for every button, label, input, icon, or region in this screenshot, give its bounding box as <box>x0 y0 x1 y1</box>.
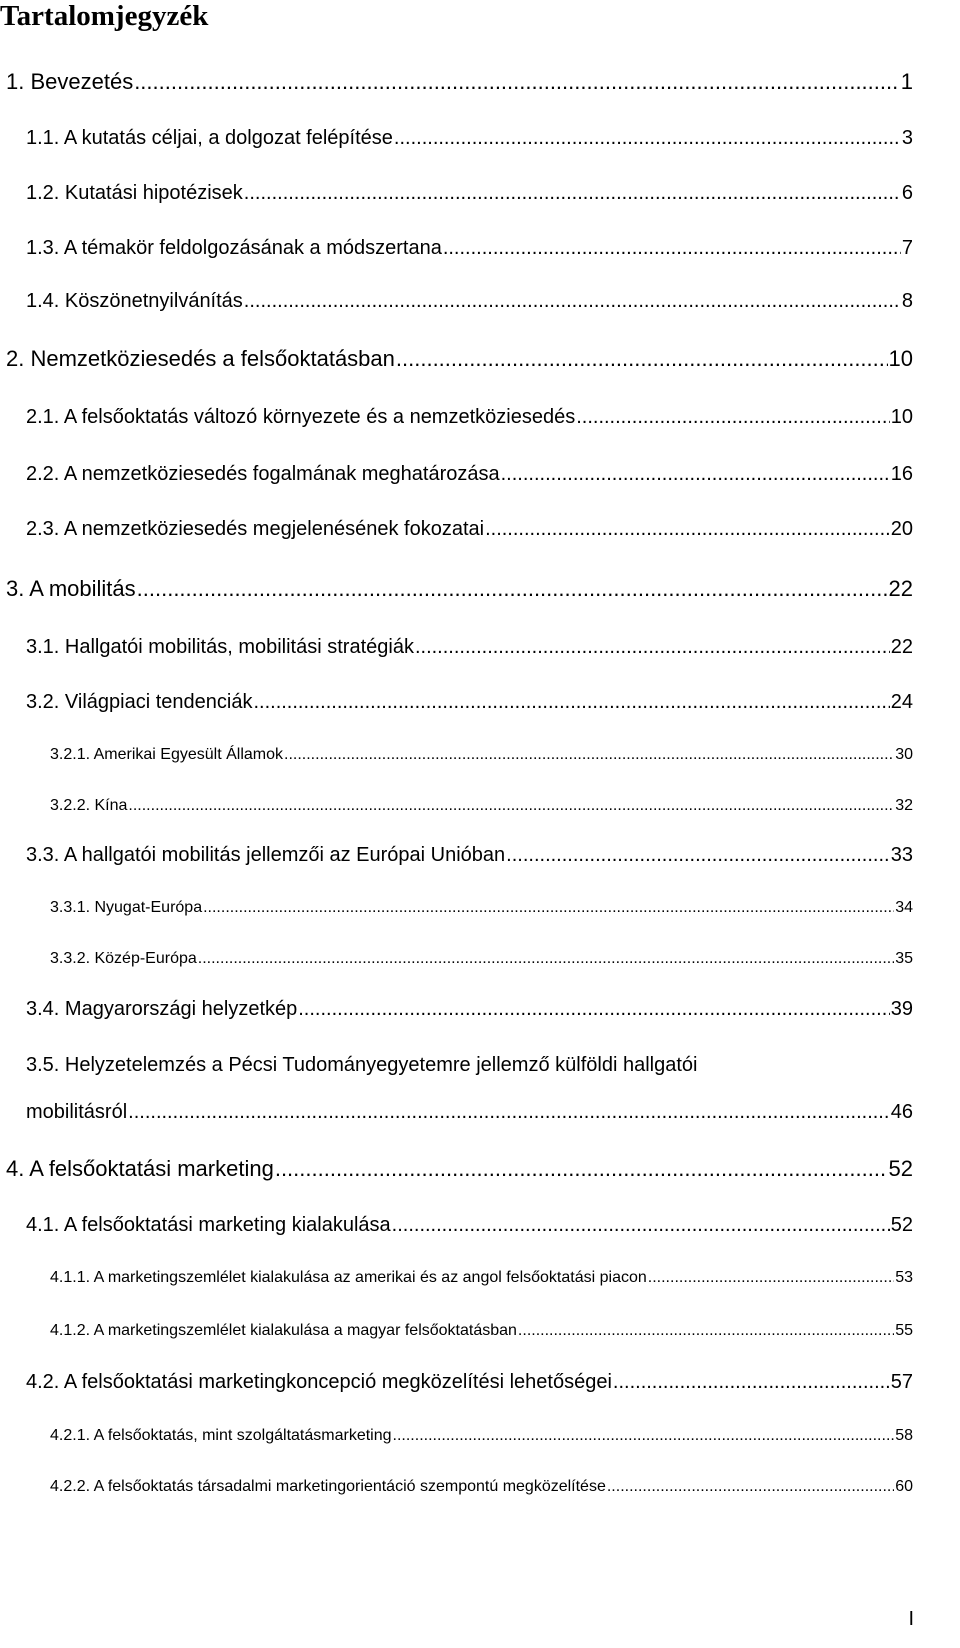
toc-leader-dots <box>134 69 900 95</box>
toc-entry-label: 3. A mobilitás <box>6 576 136 601</box>
toc-entry-label: 2. Nemzetköziesedés a felsőoktatásban <box>6 346 395 371</box>
toc-entry[interactable] <box>50 796 913 816</box>
toc-entry[interactable] <box>26 181 913 205</box>
toc-leader-dots <box>128 796 894 816</box>
toc-entry-page: 58 <box>895 1427 913 1444</box>
toc-leader-dots <box>244 289 901 313</box>
toc-entry[interactable] <box>6 576 913 602</box>
toc-entry[interactable] <box>50 1321 913 1341</box>
toc-entry-label: 2.1. A felsőoktatás változó környezete és a nemzetköziesedés <box>26 406 576 428</box>
toc-entry[interactable] <box>26 1100 913 1124</box>
toc-entry-page: 7 <box>901 237 913 259</box>
toc-entry[interactable] <box>26 843 913 867</box>
toc-entry-page: 32 <box>895 797 913 814</box>
toc-entry[interactable] <box>6 346 913 372</box>
toc-entry[interactable] <box>50 1426 913 1446</box>
toc-leader-dots <box>648 1268 894 1288</box>
toc-entry-page: 39 <box>890 998 913 1020</box>
toc-entry-label: 3.4. Magyarországi helyzetkép <box>26 998 298 1020</box>
toc-entry-label: mobilitásról <box>26 1101 128 1123</box>
toc-entry-label: 4.1.1. A marketingszemlélet kialakulása az amerikai és az angol felsőoktatási piacon <box>50 1269 647 1286</box>
toc-entry[interactable] <box>50 898 913 918</box>
toc-entry[interactable] <box>26 1370 913 1394</box>
toc-entry[interactable] <box>26 462 913 486</box>
toc-entry-label: 2.2. A nemzetköziesedés fogalmának meghatározása <box>26 463 500 485</box>
toc-entry[interactable] <box>26 126 913 150</box>
toc-entry[interactable] <box>50 1477 913 1497</box>
toc-entry-page: 22 <box>888 576 913 601</box>
toc-leader-dots <box>284 745 894 765</box>
toc-entry[interactable] <box>26 289 913 313</box>
toc-leader-dots <box>415 635 890 659</box>
toc-entry[interactable] <box>26 405 913 429</box>
toc-leader-dots <box>607 1477 894 1497</box>
toc-leader-dots <box>518 1321 894 1341</box>
toc-leader-dots <box>128 1100 890 1124</box>
toc-leader-dots <box>253 690 889 714</box>
toc-entry-label: 4.2. A felsőoktatási marketingkoncepció megközelítési lehetőségei <box>26 1371 612 1393</box>
toc-leader-dots <box>298 997 890 1021</box>
toc-entry-label-first-line[interactable]: 3.5. Helyzetelemzés a Pécsi Tudományegyetemre jellemző külföldi hallgatói <box>26 1054 698 1076</box>
toc-leader-dots <box>501 462 890 486</box>
toc-leader-dots <box>137 576 888 602</box>
toc-entry-page: 46 <box>890 1101 913 1123</box>
toc-entry[interactable] <box>50 1268 913 1288</box>
toc-entry-page: 34 <box>895 899 913 916</box>
toc-entry-label: 3.2. Világpiaci tendenciák <box>26 691 253 713</box>
toc-entry-page: 10 <box>890 406 913 428</box>
toc-entry-label: 1. Bevezetés <box>6 69 134 94</box>
toc-entry-page: 33 <box>890 844 913 866</box>
page-number: I <box>908 1608 914 1630</box>
toc-entry-page: 52 <box>890 1214 913 1236</box>
toc-leader-dots <box>394 126 901 150</box>
toc-entry-page: 8 <box>901 290 913 312</box>
toc-entry-label: 4.2.1. A felsőoktatás, mint szolgáltatásmarketing <box>50 1427 392 1444</box>
toc-entry-page: 55 <box>895 1322 913 1339</box>
toc-entry-page: 10 <box>888 346 913 371</box>
toc-entry-page: 35 <box>895 950 913 967</box>
toc-entry[interactable] <box>26 517 913 541</box>
toc-leader-dots <box>244 181 901 205</box>
toc-leader-dots <box>393 1426 895 1446</box>
toc-leader-dots <box>396 346 888 372</box>
toc-leader-dots <box>203 898 894 918</box>
toc-entry-label: 1.1. A kutatás céljai, a dolgozat felépítése <box>26 127 393 149</box>
toc-entry-label: 3.2.2. Kína <box>50 797 128 814</box>
toc-leader-dots <box>506 843 890 867</box>
toc-entry-label: 1.2. Kutatási hipotézisek <box>26 182 243 204</box>
toc-entry[interactable] <box>26 1213 913 1237</box>
toc-leader-dots <box>198 949 894 969</box>
toc-entry-label: 4.1.2. A marketingszemlélet kialakulása a magyar felsőoktatásban <box>50 1322 517 1339</box>
page-title: Tartalomjegyzék <box>0 0 209 32</box>
toc-entry[interactable] <box>50 745 913 765</box>
toc-entry[interactable] <box>6 1156 913 1182</box>
toc-entry-page: 6 <box>901 182 913 204</box>
toc-leader-dots <box>576 405 890 429</box>
toc-entry-page: 30 <box>895 746 913 763</box>
toc-entry-page: 1 <box>900 69 913 94</box>
toc-entry-label: 1.3. A témakör feldolgozásának a módszertana <box>26 237 442 259</box>
toc-entry-label: 2.3. A nemzetköziesedés megjelenésének fokozatai <box>26 518 485 540</box>
toc-leader-dots <box>392 1213 890 1237</box>
toc-leader-dots <box>613 1370 890 1394</box>
toc-entry[interactable] <box>26 997 913 1021</box>
toc-leader-dots <box>485 517 890 541</box>
toc-entry-label: 4. A felsőoktatási marketing <box>6 1156 274 1181</box>
toc-entry-page: 57 <box>890 1371 913 1393</box>
toc-entry-page: 20 <box>890 518 913 540</box>
toc-leader-dots <box>275 1156 888 1182</box>
toc-entry[interactable] <box>26 635 913 659</box>
toc-entry[interactable] <box>26 236 913 260</box>
toc-entry-label: 4.1. A felsőoktatási marketing kialakulása <box>26 1214 391 1236</box>
toc-entry-page: 60 <box>895 1478 913 1495</box>
toc-entry-page: 3 <box>901 127 913 149</box>
toc-entry-page: 16 <box>890 463 913 485</box>
toc-entry-label: 4.2.2. A felsőoktatás társadalmi marketingorientáció szempontú megközelítése <box>50 1478 606 1495</box>
toc-leader-dots <box>443 236 901 260</box>
toc-entry-page: 52 <box>888 1156 913 1181</box>
toc-entry-page: 24 <box>890 691 913 713</box>
toc-entry-page: 53 <box>895 1269 913 1286</box>
toc-entry[interactable] <box>26 690 913 714</box>
toc-entry-label: 3.3.1. Nyugat-Európa <box>50 899 203 916</box>
toc-entry-label: 3.3.2. Közép-Európa <box>50 950 197 967</box>
toc-entry-label: 3.3. A hallgatói mobilitás jellemzői az Európai Unióban <box>26 844 506 866</box>
toc-entry-page: 22 <box>890 636 913 658</box>
toc-entry[interactable] <box>50 949 913 969</box>
toc-entry-label: 3.1. Hallgatói mobilitás, mobilitási stratégiák <box>26 636 414 658</box>
toc-entry[interactable] <box>6 69 913 95</box>
toc-entry-label: 3.2.1. Amerikai Egyesült Államok <box>50 746 283 763</box>
toc-entry-label: 1.4. Köszönetnyilvánítás <box>26 290 243 312</box>
